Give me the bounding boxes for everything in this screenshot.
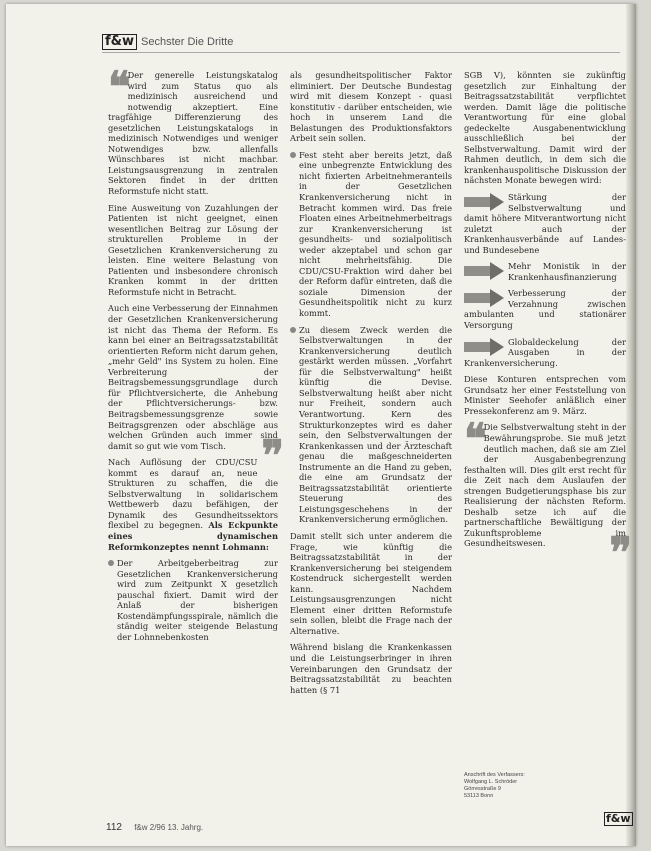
arrow-item: Stärkung der Selbstverwaltung und damit höhere Mitverantwortung nicht zuletzt auch der Krankenhausverbände auf Landes- und Bundesebene <box>464 192 626 255</box>
column-2 <box>290 70 452 701</box>
page-header <box>102 34 233 50</box>
issue-info: f&w 2/96 13. Jahrg. <box>134 823 204 832</box>
footer-logo: f&w <box>606 812 631 825</box>
address-heading: Anschrift des Verfassers: <box>464 772 525 778</box>
arrow-right-icon <box>464 338 504 356</box>
address-name: Wolfgang L. Schröder <box>464 779 518 785</box>
section-title: Sechster Die Dritte <box>141 36 234 48</box>
magazine-page <box>6 4 636 846</box>
bullet-item: Der Arbeitgeberbeitrag zur Gesetzlichen Krankenversicherung wird zum Zeitpunkt X gesetzlich pauschal fixiert. Damit wird der Anlaß der bisherigen Kostendämpfungsspirale, nämlich die ständig weiter steigende Belastung der Lohnnebenkosten <box>108 558 278 642</box>
column-3 <box>464 70 626 578</box>
arrow-right-icon <box>464 262 504 280</box>
paragraph: Auch eine Verbesserung der Einnahmen der Gesetzlichen Krankenversicherung ist nicht das Thema der Reform. Es kann bei einer an Beitragssatzstabilität orientierten Reform nicht darum gehen, „mehr Geld" ins System zu holen. Eine Verbreiterung der Beitragsbemessungsgrundlage durch für Pflichtversicherte, die Anhebung der Pflichtversicherungs- bzw. Beitragsbemessungsgrenze sowie Beitragsgrenzen oder abschläge aus welchen Gründen auch immer sind damit so gut wie vom Tisch. ❞ <box>108 303 278 480</box>
paragraph: Diese Konturen entsprechen vom Grundsatz her einer Feststellung von Minister Seehofer anläßlich einer Pressekonferenz am 9. März. <box>464 374 626 416</box>
bold-lead: Als Eckpunkte eines dynamischen Reformkonzeptes nennt Lohmann: <box>108 520 279 552</box>
column-1 <box>108 62 279 648</box>
arrow-right-icon <box>464 289 504 307</box>
closing-quote-icon: ❞ <box>261 430 278 480</box>
page-footer <box>106 822 203 833</box>
opening-quote-icon: ❝ <box>108 62 125 111</box>
opening-quote-icon: ❝ <box>464 414 481 464</box>
author-address <box>464 772 574 800</box>
paragraph: Eine Ausweitung von Zuzahlungen der Patienten ist nicht geeignet, einen wesentlichen Beitrag zur Lösung der strukturellen Probleme in der Gesetzlichen Krankenversicherung zu leisten. Eine weitere Belastung von Patienten und insbesondere chronisch Kranken kommt in der dritten Reformstufe nicht in Betracht. <box>108 202 278 297</box>
paragraph: SGB V), könnten sie zukünftig gesetzlich zur Einhaltung der Beitragssatzstabilität verpflichtet werden. Damit läge die politische Verantwortung für eine global gedeckelte Ausgabenentwicklung ausschließlich bei der Selbstverwaltung. Damit wird der Rahmen deutlich, in dem sich die krankenhauspolitische Diskussion der nächsten Monate bewegen wird: <box>464 70 626 186</box>
page-number: 112 <box>106 822 122 833</box>
arrow-right-icon <box>464 193 504 211</box>
bullet-item: Zu diesem Zweck werden die Selbstverwaltungen in der Krankenversicherung deutlich gestärkt werden müssen. „Vorfahrt für die Selbstverwaltung" heißt künftig die Devise. Selbstverwaltung heißt aber nicht nur Freiheit, sondern auch Verantwortung. Kern des Strukturkonzeptes wird es daher sein, den Selbstverwaltungen der Krankenkassen und der Ärzteschaft genau die maßgeschneiderten Instrumente an die Hand zu geben, die eine am Grundsatz der Beitragssatzstabilität orientierte Steuerung des Leistungsgeschehens in der Krankenversicherung ermöglichen. <box>290 325 452 525</box>
paragraph: ❝ Die Selbstverwaltung steht in der Bewährungsprobe. Sie muß jetzt deutlich machen, daß sie am Ziel der Ausgabenbegrenzung festhalten will. Dies gilt erst recht für die Zeit nach dem Auslaufen der strengen Budgetierungsphase bis zur Realisierung der nächsten Reform. Deshalb setze ich auf die partnerschaftliche Bewältigung der Zukunftsprobleme im Gesundheitswesen. ❞ <box>464 414 626 578</box>
arrow-item: Globaldeckelung der Ausgaben in der Krankenversicherung. <box>464 336 626 368</box>
paragraph: ❝ Der generelle Leistungskatalog wird zum Status quo als medizinisch ausreichend und notwendig akzeptiert. Eine tragfähige Differenzierung des gesetzlichen Leistungskatalogs in medizinisch Notwendiges und weniger Notwendiges bzw. allenfalls Wünschbares ist nicht machbar. Leistungsausgrenzung in zentralen Sektoren findet in der dritten Reformstufe nicht statt. <box>108 62 278 197</box>
fw-logo: f&w <box>102 34 137 50</box>
header-rule <box>102 52 620 53</box>
arrow-item: Verbesserung der Verzahnung zwischen ambulanten und stationärer Versorgung <box>464 288 626 331</box>
address-city: 53113 Bonn <box>464 793 494 799</box>
paragraph: Damit stellt sich unter anderem die Frage, wie künftig die Beitragssatzstabilität in der Krankenversicherung bei steigendem Kostendruck sichergestellt werden kann. Nachdem Leistungsausgrenzungen nicht Element einer dritten Reformstufe sein sollen, bleibt die Frage nach der Alternative. <box>290 530 452 636</box>
paragraph: Nach Auflösung der CDU/CSU kommt es darauf an, neue Strukturen zu schaffen, die die Selbstverwaltung in solidarischem Wettbewerb dazu befähigen, der Dynamik des Gesundheitssektors flexibel zu begegnen. Als Eckpunkte eines dynamischen Reformkonzeptes nennt Lohmann: <box>108 457 279 552</box>
closing-quote-icon: ❞ <box>609 528 626 578</box>
address-street: Görresstraße 9 <box>464 786 501 792</box>
page-spine-shadow <box>626 4 636 846</box>
arrow-item: Mehr Monistik in der Krankenhausfinanzierung <box>464 261 626 282</box>
paragraph: als gesundheitspolitischer Faktor eliminiert. Der Deutsche Bundestag wird mit diesem Konzept - quasi konstitutiv - darüber entscheiden, wie hoch in unserem Land die Belastungen des Produktionsfaktors Arbeit sein sollen. <box>290 70 452 144</box>
bullet-item: Fest steht aber bereits jetzt, daß eine unbegrenzte Entwicklung des nicht fixierten Arbeitnehmeranteils in der Gesetzlichen Krankenversicherung nicht in Betracht kommen wird. Das freie Floaten eines Arbeitnehmerbeitrags zur Krankenversicherung ist gesundheits- und sozialpolitisch weder akzeptabel und schon gar nicht mehrheitsfähig. Die CDU/CSU-Fraktion wird daher bei der Reform dafür eintreten, daß die soziale Dimension der Gesundheitspolitik nicht zu kurz kommt. <box>290 150 452 319</box>
paragraph: Während bislang die Krankenkassen und die Leistungserbringer in ihren Vereinbarungen den Grundsatz der Beitragssatzstabilität zu beachten hatten (§ 71 <box>290 642 452 695</box>
